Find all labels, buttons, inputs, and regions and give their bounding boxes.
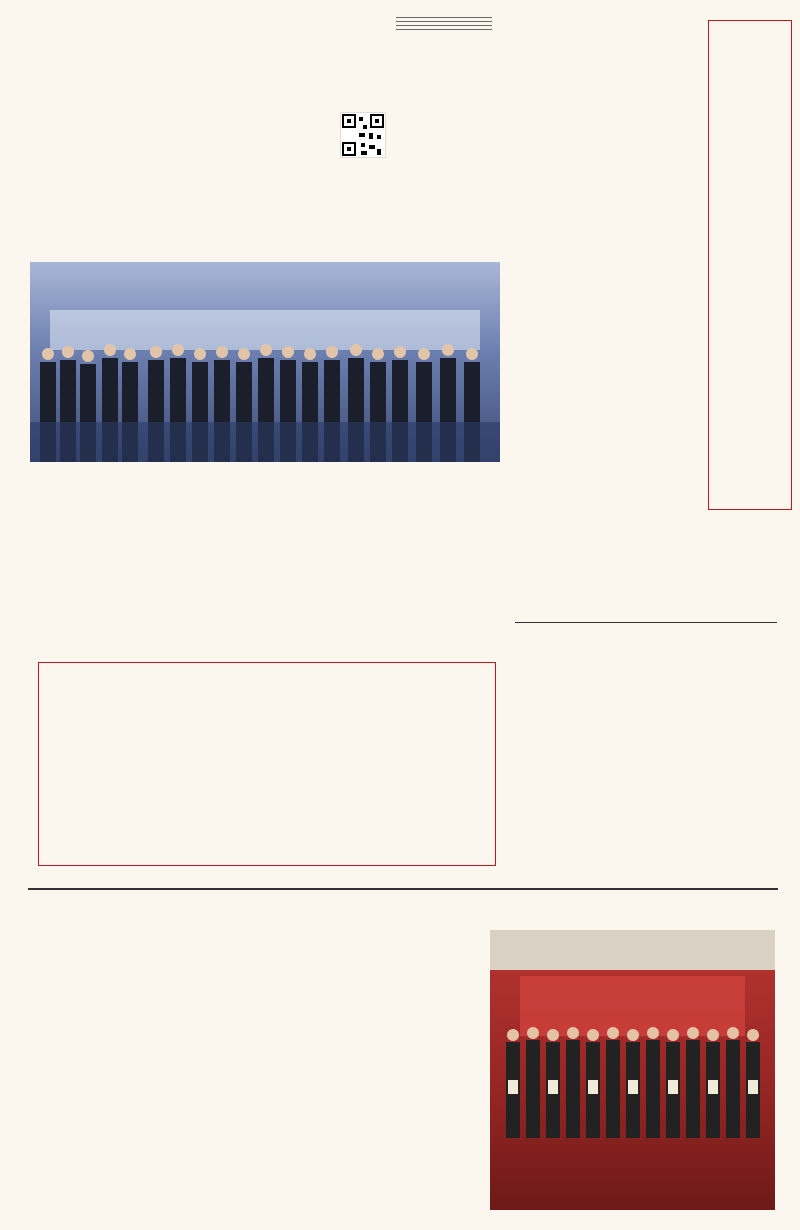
intro-col-2: [197, 694, 342, 860]
lead-col-1: [38, 472, 188, 660]
chamber-col-3: [336, 938, 481, 1228]
chamber-photo: [490, 930, 775, 1210]
lead-col-2: [196, 472, 344, 660]
issue-box: [388, 14, 500, 33]
top-article-body-wide: [520, 568, 775, 606]
photo-group-icon: [490, 930, 775, 1210]
qr-code-icon: [340, 112, 386, 158]
top-article-body: [520, 28, 706, 568]
chamber-col-1: [30, 938, 175, 1228]
signing-ceremony-photo: [30, 262, 500, 462]
divider: [515, 622, 777, 623]
vertical-headline-box: [708, 20, 792, 510]
intro-col-3: [348, 672, 492, 862]
award-body: [520, 680, 775, 868]
lead-col-3: [352, 472, 500, 650]
divider: [28, 888, 778, 890]
chamber-col-2: [183, 938, 328, 1228]
masthead: [28, 14, 298, 114]
photo-figures-icon: [30, 262, 500, 462]
intro-col-1: [46, 694, 191, 860]
